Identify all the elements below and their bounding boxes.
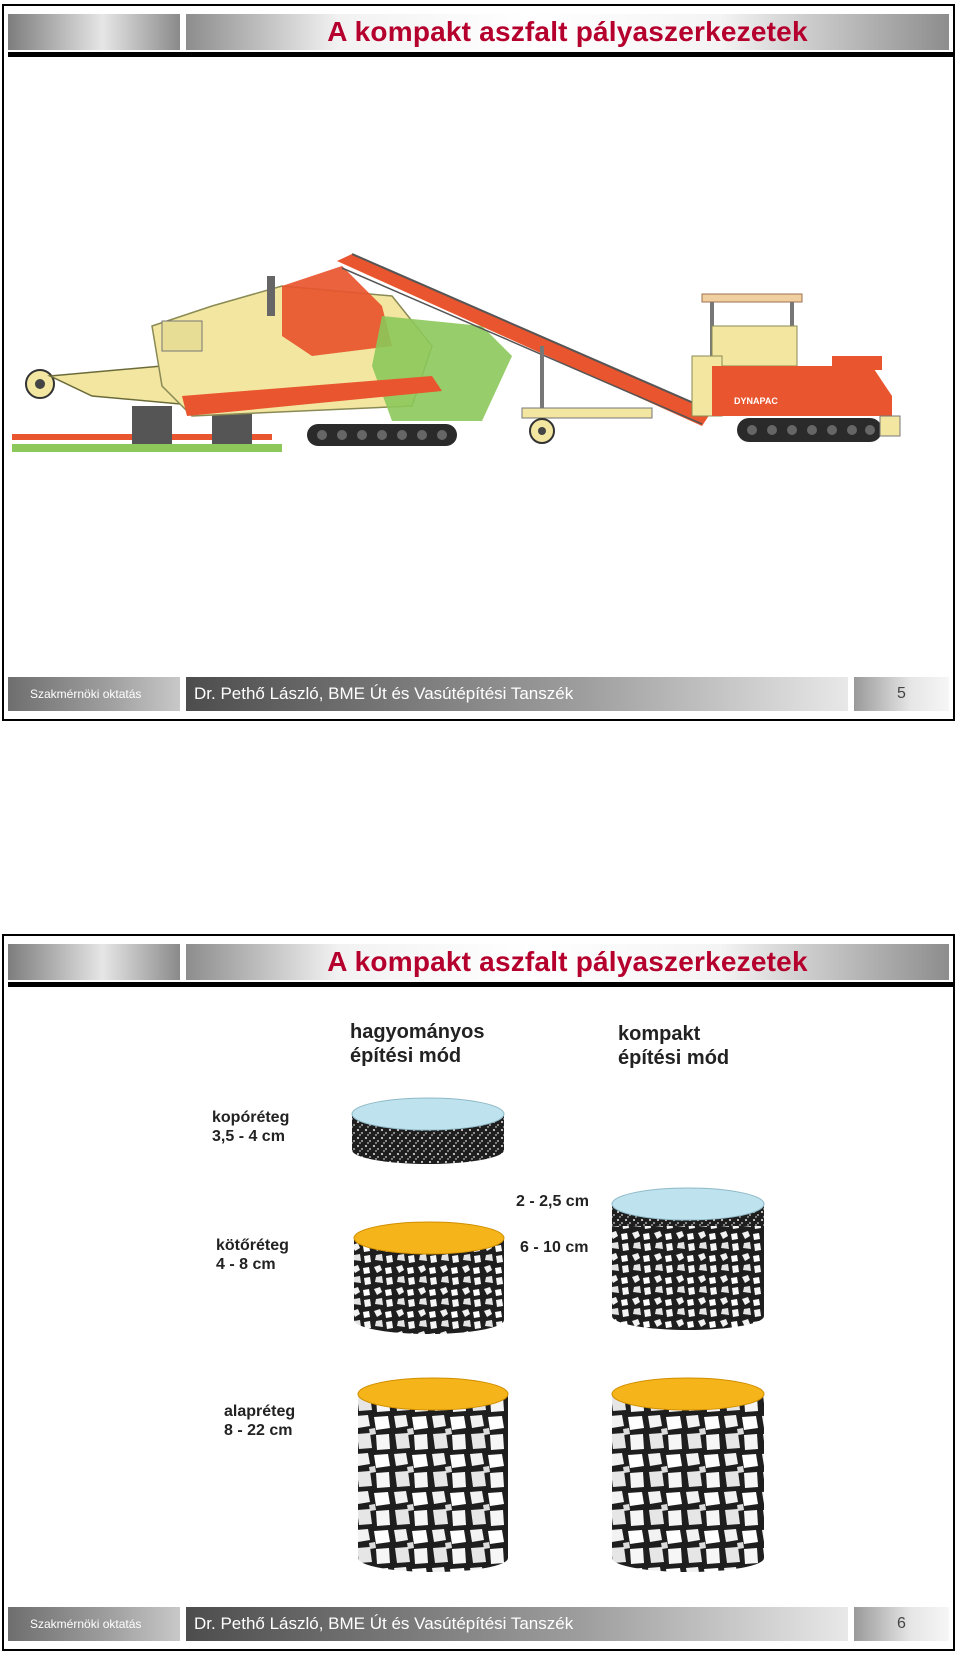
- traditional-binder-course-sample: [350, 1220, 510, 1340]
- footer-author: Dr. Pethő László, BME Út és Vasútépítési Tanszék: [186, 1607, 848, 1641]
- slide-5: [2, 4, 955, 721]
- traditional-method-heading: hagyományos építési mód: [350, 1021, 485, 1067]
- footer-author: Dr. Pethő László, BME Út és Vasútépítési Tanszék: [186, 677, 848, 711]
- title-rule: [8, 52, 953, 57]
- paver-train-illustration: [12, 216, 947, 516]
- title-bar-left-accent: [8, 944, 180, 980]
- footer-page-number: 6: [854, 1607, 949, 1641]
- footer: [8, 677, 949, 711]
- base-course-label: alapréteg 8 - 22 cm: [224, 1403, 296, 1440]
- footer-course: Szakmérnöki oktatás: [8, 1607, 180, 1641]
- wearing-course-label: kopóréteg 3,5 - 4 cm: [212, 1109, 290, 1146]
- slide-6: [2, 934, 955, 1651]
- traditional-base-course-sample: [354, 1376, 514, 1576]
- slide-title: A kompakt aszfalt pályaszerkezetek: [327, 946, 808, 977]
- title-bar-main: [186, 14, 949, 50]
- footer-page-number: 5: [854, 677, 949, 711]
- traditional-wearing-course-sample: [348, 1096, 508, 1166]
- footer-course: Szakmérnöki oktatás: [8, 677, 180, 711]
- footer: [8, 1607, 949, 1641]
- machine-brand-label: DYNAPAC: [734, 396, 778, 406]
- compact-lower-thickness: 6 - 10 cm: [520, 1239, 589, 1256]
- slide-title: A kompakt aszfalt pályaszerkezetek: [327, 16, 808, 47]
- title-bar-left-accent: [8, 14, 180, 50]
- compact-base-course-sample: [608, 1376, 768, 1576]
- compact-method-heading: kompakt építési mód: [618, 1023, 730, 1069]
- compact-combined-sample: [608, 1186, 768, 1336]
- title-bar: [8, 14, 949, 54]
- title-bar-main: [186, 944, 949, 980]
- compact-wearing-thickness: 2 - 2,5 cm: [516, 1193, 589, 1210]
- binder-course-label: kötőréteg 4 - 8 cm: [216, 1237, 289, 1274]
- title-bar: [8, 944, 949, 984]
- title-rule: [8, 982, 953, 987]
